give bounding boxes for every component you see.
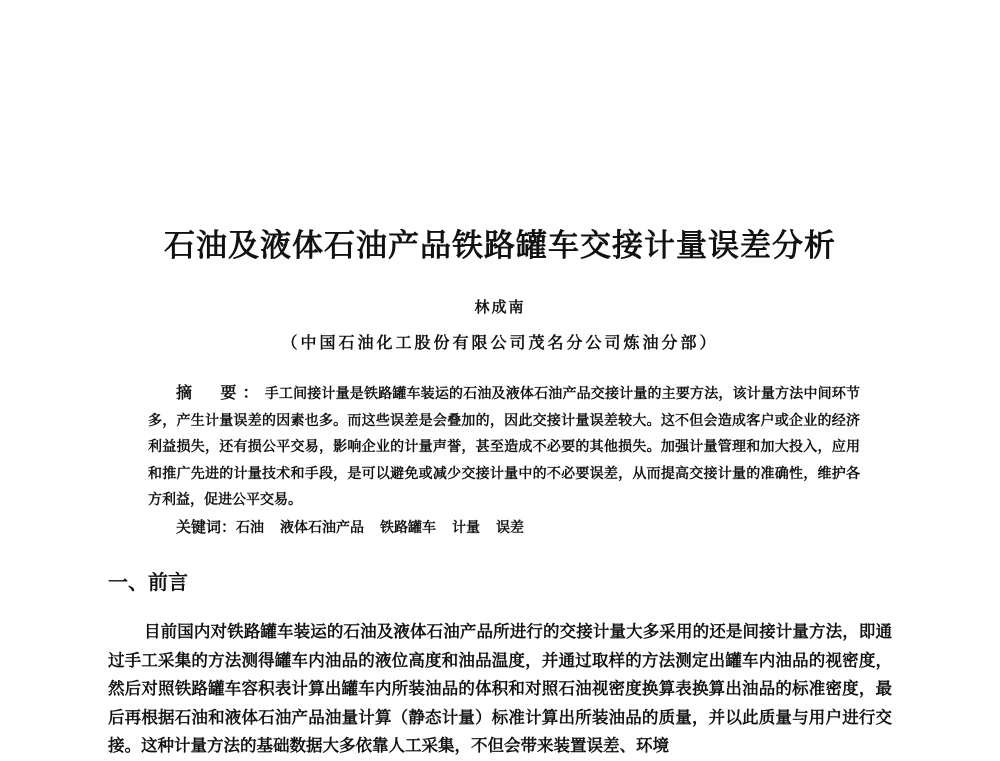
keyword-item: 石油 xyxy=(236,520,265,536)
author-affiliation: （中国石油化工股份有限公司茂名分公司炼油分部） xyxy=(281,333,719,352)
body-paragraph: 目前国内对铁路罐车装运的石油及液体石油产品所进行的交接计量大多采用的还是间接计量方法，即通过手工采集的方法测得罐车内油品的液位高度和油品温度，并通过取样的方法测定出罐车内油品的视密度，然后对照铁路罐车容积表计算出罐车内所装油品的体积和对照石油视密度换算表换算出油品的标准密度，最后再根据石油和液体石油产品油量计算（静态计量）标准计算出所装油品的质量，并以此质量与用户进行交接。这种计量方法的基础数据大多依靠人工采集，不但会带来装置误差、环境 xyxy=(108,622,892,755)
section-heading: 一、前言 xyxy=(108,570,188,594)
keyword-item: 误差 xyxy=(496,520,525,536)
abstract-label: 摘 要： xyxy=(176,383,265,402)
keyword-item: 铁路罐车 xyxy=(380,520,437,536)
keyword-item: 计量 xyxy=(452,520,481,536)
abstract xyxy=(148,380,860,514)
abstract-text: 手工间接计量是铁路罐车装运的石油及液体石油产品交接计量的主要方法，该计量方法中间环节多，产生计量误差的因素也多。而这些误差是会叠加的，因此交接计量误差较大。这不但会造成客户或企业的经济利益损失，还有损公平交易，影响企业的计量声誉，甚至造成不必要的其他损失。加强计量管理和加大投入，应用和推广先进的计量技术和手段，是可以避免或减少交接计量中的不必要误差，从而提高交接计量的准确性，维护各方利益，促进公平交易。 xyxy=(148,386,860,508)
keywords xyxy=(176,514,876,541)
keyword-item: 液体石油产品 xyxy=(280,520,365,536)
paper-title: 石油及液体石油产品铁路罐车交接计量误差分析 xyxy=(164,228,836,264)
keywords-label: 关键词： xyxy=(176,518,237,536)
author-name: 林成南 xyxy=(474,298,526,316)
